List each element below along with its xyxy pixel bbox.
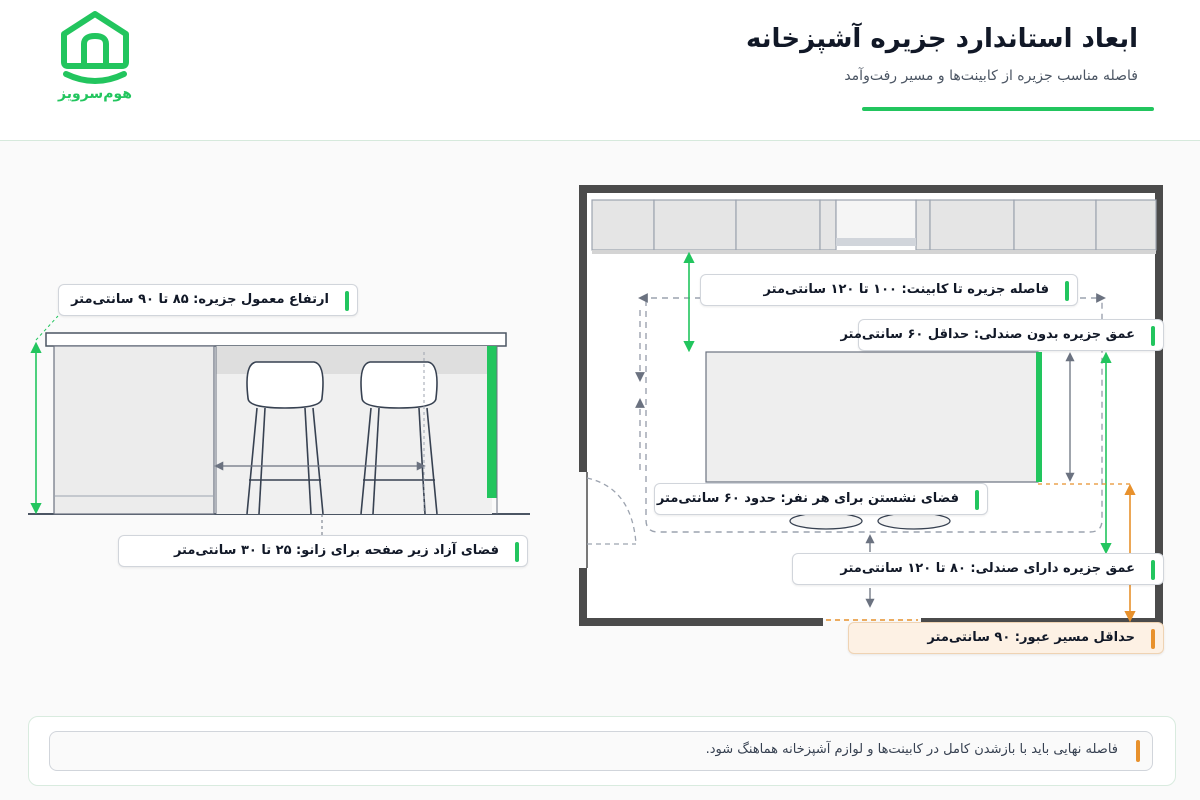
seat-space-label: فضای نشستن برای هر نفر: حدود ۶۰ سانتی‌متر bbox=[654, 483, 988, 515]
title-underline bbox=[862, 107, 1154, 111]
cabinet-distance-label: فاصله جزیره تا کابینت: ۱۰۰ تا ۱۲۰ سانتی‌متر bbox=[700, 274, 1078, 306]
page-title: ابعاد استاندارد جزیره آشپزخانه bbox=[746, 24, 1138, 54]
island-base-cabinet bbox=[54, 346, 214, 514]
kitchen-island bbox=[706, 352, 1038, 482]
brand-name: هوم‌سرویز bbox=[58, 86, 132, 102]
footer-note bbox=[49, 731, 1153, 771]
depth-no-stools-label: عمق جزیره بدون صندلی: حداقل ۶۰ سانتی‌متر bbox=[858, 319, 1164, 351]
green-edge-panel bbox=[487, 346, 497, 498]
page-subtitle: فاصله مناسب جزیره از کابینت‌ها و مسیر رفت‌وآمد bbox=[844, 68, 1138, 84]
island-height-label: ارتفاع معمول جزیره: ۸۵ تا ۹۰ سانتی‌متر bbox=[58, 284, 358, 316]
knee-space-label: فضای آزاد زیر صفحه برای زانو: ۲۵ تا ۳۰ سانتی‌متر bbox=[118, 535, 528, 567]
diagram-drawing bbox=[0, 141, 1200, 701]
note-accent-bar bbox=[1136, 740, 1140, 762]
depth-with-stools-label: عمق جزیره دارای صندلی: ۸۰ تا ۱۲۰ سانتی‌متر bbox=[792, 553, 1164, 585]
brand-logo bbox=[50, 8, 140, 108]
side-view bbox=[28, 316, 530, 538]
footer-note-text: فاصله نهایی باید با بازشدن کامل در کابینت‌ها و لوازم آشپزخانه هماهنگ شود. bbox=[705, 742, 1118, 757]
island-green-edge bbox=[1036, 352, 1042, 482]
stool-top-view bbox=[790, 513, 862, 529]
countertop bbox=[46, 333, 506, 346]
stool-top-view bbox=[878, 513, 950, 529]
range-hood bbox=[836, 200, 916, 244]
walkway-label: حداقل مسیر عبور: ۹۰ سانتی‌متر bbox=[848, 622, 1164, 654]
header bbox=[0, 0, 1200, 141]
house-logo-icon bbox=[50, 8, 140, 88]
diagram-area bbox=[0, 141, 1200, 701]
footer bbox=[28, 716, 1176, 786]
